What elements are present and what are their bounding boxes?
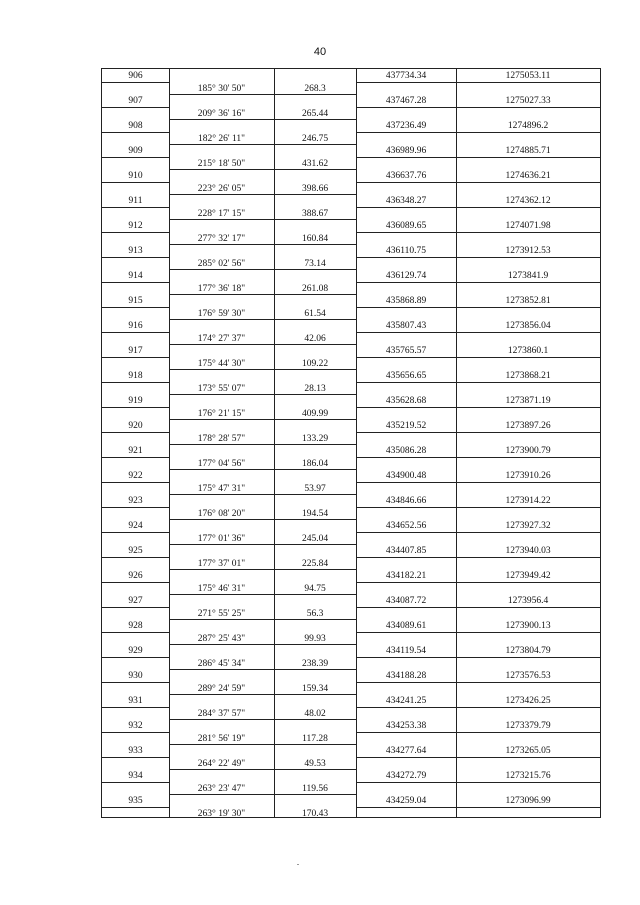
row-divider xyxy=(102,207,169,208)
x-coordinate: 434253.38 xyxy=(385,721,427,731)
point-number: 922 xyxy=(128,471,143,481)
point-number: 935 xyxy=(128,796,143,806)
row-divider xyxy=(356,707,600,708)
point-number: 924 xyxy=(128,521,143,531)
y-coordinate: 1273576.53 xyxy=(505,671,551,681)
row-divider xyxy=(102,232,169,233)
segment-length: 225.84 xyxy=(301,559,329,569)
segment-length: 245.04 xyxy=(301,534,329,544)
direction-angle: 289° 24' 59" xyxy=(197,684,246,694)
point-number: 931 xyxy=(128,696,143,706)
row-divider xyxy=(356,582,600,583)
point-number: 930 xyxy=(128,671,143,681)
row-divider xyxy=(102,257,169,258)
direction-angle: 286° 45' 34" xyxy=(197,659,246,669)
y-coordinate: 1273426.25 xyxy=(505,696,551,706)
row-divider xyxy=(356,532,600,533)
point-number: 921 xyxy=(128,446,143,456)
row-divider xyxy=(102,282,169,283)
page-number: 40 xyxy=(313,46,327,58)
point-number: 926 xyxy=(128,571,143,581)
segment-length: 99.93 xyxy=(304,634,326,644)
row-divider xyxy=(102,582,169,583)
row-divider xyxy=(102,532,169,533)
point-number: 913 xyxy=(128,246,143,256)
x-coordinate: 434089.61 xyxy=(385,621,427,631)
x-coordinate: 436348.27 xyxy=(385,196,427,206)
row-divider xyxy=(356,157,600,158)
y-coordinate: 1274636.21 xyxy=(505,171,551,181)
row-divider xyxy=(102,807,169,808)
row-divider xyxy=(356,682,600,683)
point-number: 919 xyxy=(128,396,143,406)
y-coordinate: 1273956.4 xyxy=(507,596,549,606)
segment-length: 109.22 xyxy=(301,359,329,369)
direction-angle: 182° 26' 11" xyxy=(197,134,246,144)
point-number: 929 xyxy=(128,646,143,656)
row-divider xyxy=(356,782,600,783)
row-divider xyxy=(356,232,600,233)
x-coordinate: 435807.43 xyxy=(385,321,427,331)
x-coordinate: 434241.25 xyxy=(385,696,427,706)
point-number: 925 xyxy=(128,546,143,556)
row-divider xyxy=(102,157,169,158)
segment-length: 388.67 xyxy=(301,209,329,219)
row-divider xyxy=(356,182,600,183)
row-divider xyxy=(356,282,600,283)
row-divider xyxy=(356,757,600,758)
segment-length: 42.06 xyxy=(304,334,326,344)
point-number: 932 xyxy=(128,721,143,731)
y-coordinate: 1273868.21 xyxy=(505,371,551,381)
segment-length: 160.84 xyxy=(301,234,329,244)
direction-angle: 271° 55' 25" xyxy=(197,609,246,619)
row-divider xyxy=(356,632,600,633)
y-coordinate: 1274896.2 xyxy=(507,121,549,131)
row-divider xyxy=(102,432,169,433)
segment-length: 53.97 xyxy=(304,484,326,494)
x-coordinate: 436989.96 xyxy=(385,146,427,156)
segment-length: 431.62 xyxy=(301,159,329,169)
row-divider xyxy=(102,307,169,308)
direction-angle: 185° 30' 50" xyxy=(197,84,246,94)
x-coordinate: 434900.48 xyxy=(385,471,427,481)
segment-length: 268.3 xyxy=(304,84,326,94)
segment-length: 261.08 xyxy=(301,284,329,294)
direction-angle: 175° 44' 30" xyxy=(197,359,246,369)
row-divider xyxy=(102,557,169,558)
y-coordinate: 1273265.05 xyxy=(505,746,551,756)
row-divider xyxy=(356,82,600,83)
row-divider xyxy=(356,207,600,208)
direction-angle: 277° 32' 17" xyxy=(197,234,246,244)
row-divider xyxy=(102,82,169,83)
direction-angle: 176° 21' 15" xyxy=(197,409,246,419)
direction-angle: 176° 59' 30" xyxy=(197,309,246,319)
point-number: 923 xyxy=(128,496,143,506)
row-divider xyxy=(102,682,169,683)
direction-angle: 263° 19' 30" xyxy=(197,809,246,819)
x-coordinate: 434259.04 xyxy=(385,796,427,806)
point-number: 907 xyxy=(128,96,143,106)
direction-angle: 177° 04' 56" xyxy=(197,459,246,469)
row-divider xyxy=(356,557,600,558)
point-number: 928 xyxy=(128,621,143,631)
x-coordinate: 434188.28 xyxy=(385,671,427,681)
x-coordinate: 436110.75 xyxy=(385,246,427,256)
y-coordinate: 1273841.9 xyxy=(507,271,549,281)
point-number: 910 xyxy=(128,171,143,181)
y-coordinate: 1274362.12 xyxy=(505,196,551,206)
segment-length: 133.29 xyxy=(301,434,329,444)
x-coordinate: 434087.72 xyxy=(385,596,427,606)
row-divider xyxy=(356,132,600,133)
direction-angle: 178° 28' 57" xyxy=(197,434,246,444)
segment-length: 186.04 xyxy=(301,459,329,469)
point-number: 934 xyxy=(128,771,143,781)
y-coordinate: 1273900.79 xyxy=(505,446,551,456)
row-divider xyxy=(356,657,600,658)
y-coordinate: 1273379.79 xyxy=(505,721,551,731)
y-coordinate: 1273804.79 xyxy=(505,646,551,656)
row-divider xyxy=(356,382,600,383)
segment-length: 28.13 xyxy=(304,384,326,394)
row-divider xyxy=(102,407,169,408)
point-number: 911 xyxy=(128,196,143,206)
row-divider xyxy=(356,507,600,508)
row-divider xyxy=(102,132,169,133)
x-coordinate: 436129.74 xyxy=(385,271,427,281)
row-divider xyxy=(356,807,600,808)
point-number: 933 xyxy=(128,746,143,756)
coordinate-table xyxy=(101,68,601,818)
direction-angle: 284° 37' 57" xyxy=(197,709,246,719)
row-divider xyxy=(102,482,169,483)
point-number: 914 xyxy=(128,271,143,281)
footer-mark xyxy=(297,864,299,865)
row-divider xyxy=(102,107,169,108)
row-divider xyxy=(102,182,169,183)
row-divider xyxy=(356,257,600,258)
point-number: 915 xyxy=(128,296,143,306)
row-divider xyxy=(356,307,600,308)
y-coordinate: 1273871.19 xyxy=(505,396,551,406)
x-coordinate: 437467.28 xyxy=(385,96,427,106)
segment-length: 117.28 xyxy=(302,734,328,744)
x-coordinate: 437734.34 xyxy=(385,71,427,81)
x-coordinate: 434407.85 xyxy=(385,546,427,556)
direction-angle: 177° 37' 01" xyxy=(197,559,246,569)
point-number: 909 xyxy=(128,146,143,156)
point-number: 917 xyxy=(128,346,143,356)
x-coordinate: 434846.66 xyxy=(385,496,427,506)
y-coordinate: 1273949.42 xyxy=(505,571,551,581)
y-coordinate: 1273897.26 xyxy=(505,421,551,431)
x-coordinate: 434119.54 xyxy=(385,646,427,656)
segment-length: 49.53 xyxy=(304,759,326,769)
row-divider xyxy=(102,632,169,633)
segment-length: 56.3 xyxy=(306,609,324,619)
y-coordinate: 1273914.22 xyxy=(505,496,551,506)
point-number: 916 xyxy=(128,321,143,331)
row-divider xyxy=(102,332,169,333)
row-divider xyxy=(102,382,169,383)
direction-angle: 177° 36' 18" xyxy=(197,284,246,294)
segment-length: 409.99 xyxy=(301,409,329,419)
direction-angle: 176° 08' 20" xyxy=(197,509,246,519)
x-coordinate: 435086.28 xyxy=(385,446,427,456)
row-divider xyxy=(102,607,169,608)
row-divider xyxy=(102,757,169,758)
segment-length: 61.54 xyxy=(304,309,326,319)
x-coordinate: 434652.56 xyxy=(385,521,427,531)
y-coordinate: 1273940.03 xyxy=(505,546,551,556)
x-coordinate: 436637.76 xyxy=(385,171,427,181)
segment-length: 246.75 xyxy=(301,134,329,144)
direction-angle: 175° 47' 31" xyxy=(197,484,246,494)
point-number: 906 xyxy=(128,71,143,81)
row-divider xyxy=(356,407,600,408)
row-divider xyxy=(356,332,600,333)
row-divider xyxy=(356,107,600,108)
x-coordinate: 434182.21 xyxy=(385,571,427,581)
segment-length: 238.39 xyxy=(301,659,329,669)
row-divider xyxy=(356,432,600,433)
y-coordinate: 1273910.26 xyxy=(505,471,551,481)
segment-length: 48.02 xyxy=(304,709,326,719)
x-coordinate: 435765.57 xyxy=(385,346,427,356)
y-coordinate: 1273912.53 xyxy=(505,246,551,256)
point-number: 908 xyxy=(128,121,143,131)
row-divider xyxy=(102,707,169,708)
y-coordinate: 1273856.04 xyxy=(505,321,551,331)
row-divider xyxy=(356,357,600,358)
direction-angle: 281° 56' 19" xyxy=(197,734,246,744)
row-divider xyxy=(356,732,600,733)
segment-length: 398.66 xyxy=(301,184,329,194)
direction-angle: 287° 25' 43" xyxy=(197,634,246,644)
point-number: 927 xyxy=(128,596,143,606)
direction-angle: 173° 55' 07" xyxy=(197,384,246,394)
segment-length: 94.75 xyxy=(304,584,326,594)
direction-angle: 264° 22' 49" xyxy=(197,759,246,769)
x-coordinate: 436089.65 xyxy=(385,221,427,231)
direction-angle: 228° 17' 15" xyxy=(197,209,246,219)
row-divider xyxy=(102,457,169,458)
y-coordinate: 1275053.11 xyxy=(505,71,551,81)
y-coordinate: 1275027.33 xyxy=(505,96,551,106)
direction-angle: 263° 23' 47" xyxy=(197,784,246,794)
x-coordinate: 437236.49 xyxy=(385,121,427,131)
direction-angle: 215° 18' 50" xyxy=(197,159,246,169)
row-divider xyxy=(356,607,600,608)
segment-length: 119.56 xyxy=(302,784,328,794)
y-coordinate: 1273096.99 xyxy=(505,796,551,806)
point-number: 912 xyxy=(128,221,143,231)
direction-angle: 285° 02' 56" xyxy=(197,259,246,269)
y-coordinate: 1273900.13 xyxy=(505,621,551,631)
segment-length: 265.44 xyxy=(301,109,329,119)
row-divider xyxy=(102,507,169,508)
y-coordinate: 1274071.98 xyxy=(505,221,551,231)
row-divider xyxy=(102,657,169,658)
x-coordinate: 435656.65 xyxy=(385,371,427,381)
x-coordinate: 435868.89 xyxy=(385,296,427,306)
y-coordinate: 1273927.32 xyxy=(505,521,551,531)
x-coordinate: 434277.64 xyxy=(385,746,427,756)
row-divider xyxy=(102,357,169,358)
direction-angle: 174° 27' 37" xyxy=(197,334,246,344)
direction-angle: 175° 46' 31" xyxy=(197,584,246,594)
y-coordinate: 1274885.71 xyxy=(505,146,551,156)
direction-angle: 223° 26' 05" xyxy=(197,184,246,194)
segment-length: 159.34 xyxy=(301,684,329,694)
direction-angle: 209° 36' 16" xyxy=(197,109,246,119)
row-divider xyxy=(102,732,169,733)
x-coordinate: 434272.79 xyxy=(385,771,427,781)
direction-angle: 177° 01' 36" xyxy=(197,534,246,544)
y-coordinate: 1273860.1 xyxy=(507,346,549,356)
segment-length: 73.14 xyxy=(304,259,326,269)
segment-length: 170.43 xyxy=(301,809,329,819)
point-number: 918 xyxy=(128,371,143,381)
segment-length: 194.54 xyxy=(301,509,329,519)
point-number: 920 xyxy=(128,421,143,431)
row-divider xyxy=(356,457,600,458)
row-divider xyxy=(102,782,169,783)
y-coordinate: 1273852.81 xyxy=(505,296,551,306)
x-coordinate: 435628.68 xyxy=(385,396,427,406)
y-coordinate: 1273215.76 xyxy=(505,771,551,781)
x-coordinate: 435219.52 xyxy=(385,421,427,431)
row-divider xyxy=(356,482,600,483)
